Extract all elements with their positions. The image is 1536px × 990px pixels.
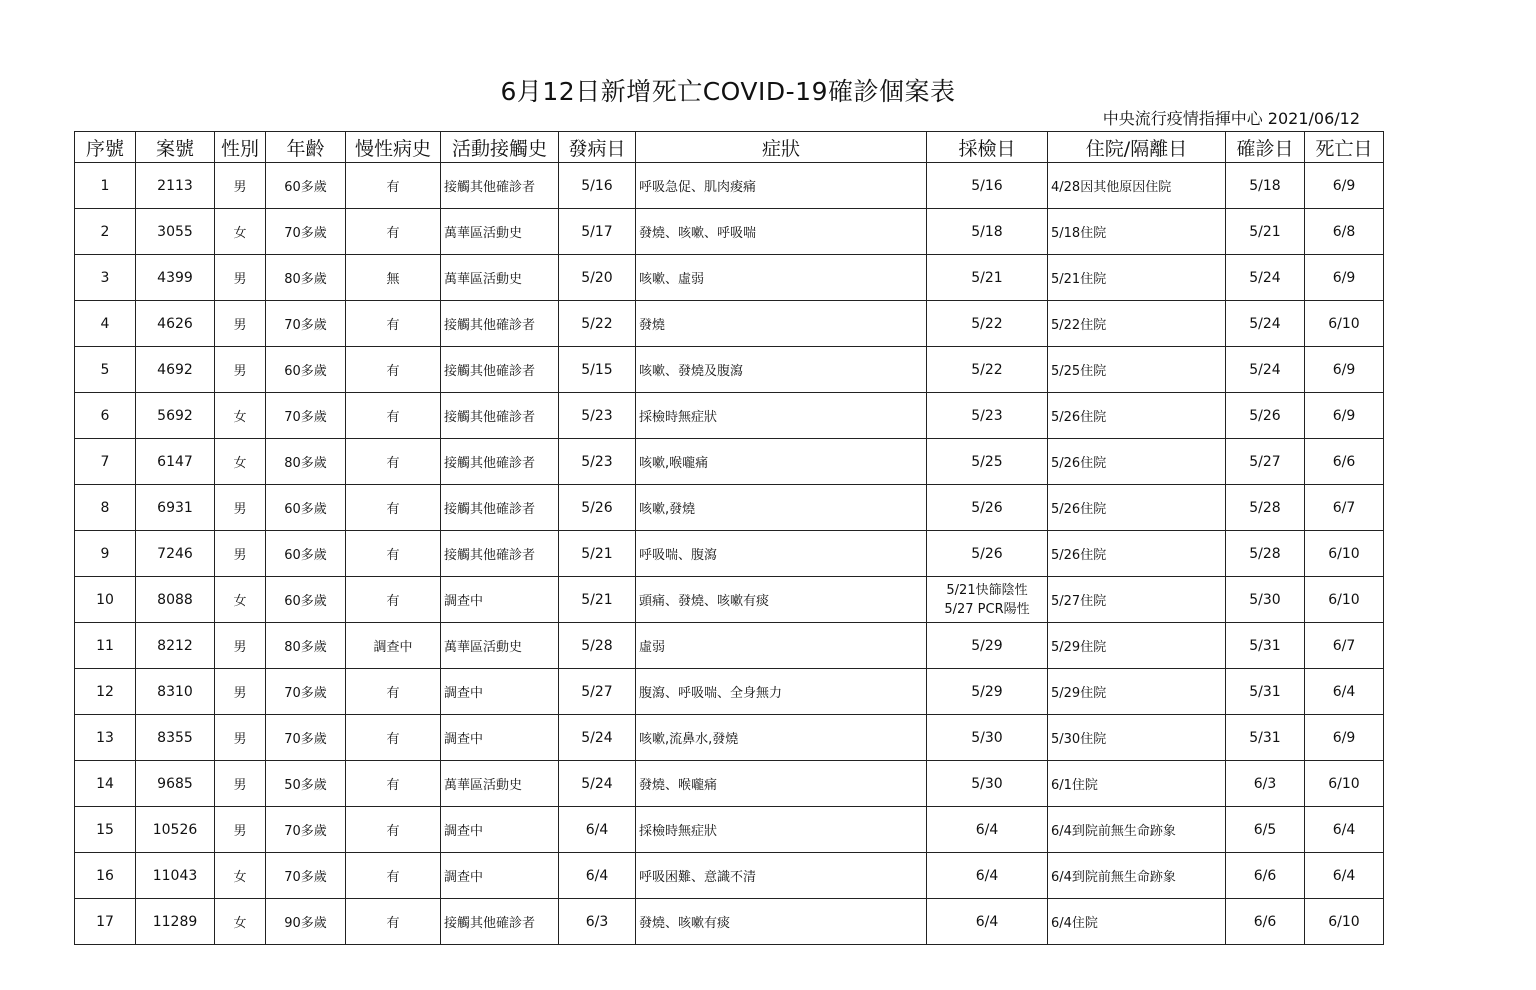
- cell-confirm-date: 6/6: [1226, 899, 1305, 945]
- cell-serial-number: 14: [75, 761, 136, 807]
- cell-serial-number: 5: [75, 347, 136, 393]
- cell-hospitalization: 5/26住院: [1048, 485, 1226, 531]
- cell-symptoms: 發燒、喉嚨痛: [636, 761, 927, 807]
- cell-sex: 男: [215, 715, 266, 761]
- cell-hospitalization: 5/26住院: [1048, 393, 1226, 439]
- table-row: [75, 301, 1384, 347]
- cell-contact-history: 萬華區活動史: [441, 623, 559, 669]
- cell-onset-date: 6/4: [559, 853, 636, 899]
- cell-chronic-history: 有: [346, 761, 441, 807]
- cell-hospitalization: 6/4到院前無生命跡象: [1048, 853, 1226, 899]
- cell-age: 50多歲: [266, 761, 346, 807]
- table-body: [75, 163, 1384, 945]
- cell-case-number: 2113: [136, 163, 215, 209]
- cell-serial-number: 8: [75, 485, 136, 531]
- cell-hospitalization: 5/25住院: [1048, 347, 1226, 393]
- cell-symptoms: 採檢時無症狀: [636, 807, 927, 853]
- cell-case-number: 7246: [136, 531, 215, 577]
- cell-onset-date: 5/21: [559, 577, 636, 623]
- cell-death-date: 6/9: [1305, 393, 1384, 439]
- table-row: [75, 669, 1384, 715]
- cell-chronic-history: 有: [346, 209, 441, 255]
- cell-symptoms: 呼吸喘、腹瀉: [636, 531, 927, 577]
- table-row: [75, 623, 1384, 669]
- cell-test-date: 5/30: [927, 715, 1048, 761]
- table-row: [75, 255, 1384, 301]
- cell-age: 70多歲: [266, 209, 346, 255]
- cell-hospitalization: 5/30住院: [1048, 715, 1226, 761]
- cell-serial-number: 7: [75, 439, 136, 485]
- cell-confirm-date: 6/6: [1226, 853, 1305, 899]
- cell-contact-history: 調查中: [441, 715, 559, 761]
- cell-hospitalization: 5/26住院: [1048, 439, 1226, 485]
- cell-age: 60多歲: [266, 531, 346, 577]
- column-header: 案號: [136, 132, 215, 163]
- cell-serial-number: 1: [75, 163, 136, 209]
- cell-hospitalization: 6/4住院: [1048, 899, 1226, 945]
- column-header: 年齡: [266, 132, 346, 163]
- cell-onset-date: 6/4: [559, 807, 636, 853]
- cell-age: 70多歲: [266, 301, 346, 347]
- cell-sex: 男: [215, 301, 266, 347]
- cell-age: 70多歲: [266, 807, 346, 853]
- cell-case-number: 11043: [136, 853, 215, 899]
- cell-onset-date: 5/24: [559, 761, 636, 807]
- table-row: [75, 163, 1384, 209]
- cell-test-date: 5/25: [927, 439, 1048, 485]
- cell-chronic-history: 有: [346, 347, 441, 393]
- cell-age: 80多歲: [266, 439, 346, 485]
- column-header: 症狀: [636, 132, 927, 163]
- cell-symptoms: 咳嗽、虛弱: [636, 255, 927, 301]
- cell-age: 70多歲: [266, 853, 346, 899]
- cell-case-number: 11289: [136, 899, 215, 945]
- cell-hospitalization: 5/27住院: [1048, 577, 1226, 623]
- cell-contact-history: 接觸其他確診者: [441, 163, 559, 209]
- cell-age: 60多歲: [266, 163, 346, 209]
- cell-onset-date: 5/17: [559, 209, 636, 255]
- cell-serial-number: 11: [75, 623, 136, 669]
- table-row: [75, 485, 1384, 531]
- cell-case-number: 8310: [136, 669, 215, 715]
- cell-confirm-date: 5/28: [1226, 531, 1305, 577]
- cell-confirm-date: 5/26: [1226, 393, 1305, 439]
- cell-test-date: 6/4: [927, 807, 1048, 853]
- cell-hospitalization: 4/28因其他原因住院: [1048, 163, 1226, 209]
- cell-chronic-history: 有: [346, 853, 441, 899]
- cell-confirm-date: 6/3: [1226, 761, 1305, 807]
- cell-onset-date: 5/28: [559, 623, 636, 669]
- column-header: 慢性病史: [346, 132, 441, 163]
- cell-test-date: 5/18: [927, 209, 1048, 255]
- column-header: 確診日: [1226, 132, 1305, 163]
- cell-sex: 女: [215, 853, 266, 899]
- cell-test-date: [927, 577, 1048, 623]
- cell-case-number: 4626: [136, 301, 215, 347]
- cell-symptoms: 發燒: [636, 301, 927, 347]
- cell-hospitalization: 5/18住院: [1048, 209, 1226, 255]
- table-row: [75, 209, 1384, 255]
- cell-serial-number: 4: [75, 301, 136, 347]
- cell-test-date: 5/30: [927, 761, 1048, 807]
- cell-onset-date: 5/24: [559, 715, 636, 761]
- cell-test-date: 5/29: [927, 623, 1048, 669]
- cell-death-date: 6/9: [1305, 715, 1384, 761]
- cell-contact-history: 接觸其他確診者: [441, 531, 559, 577]
- cell-contact-history: 調查中: [441, 669, 559, 715]
- cell-chronic-history: 有: [346, 163, 441, 209]
- column-header: 採檢日: [927, 132, 1048, 163]
- cell-death-date: 6/7: [1305, 623, 1384, 669]
- cell-sex: 女: [215, 209, 266, 255]
- cell-case-number: 6147: [136, 439, 215, 485]
- cell-confirm-date: 5/31: [1226, 715, 1305, 761]
- cell-serial-number: 3: [75, 255, 136, 301]
- cell-test-date: 5/16: [927, 163, 1048, 209]
- cell-death-date: 6/8: [1305, 209, 1384, 255]
- cell-serial-number: 2: [75, 209, 136, 255]
- cell-age: 70多歲: [266, 715, 346, 761]
- cell-confirm-date: 5/18: [1226, 163, 1305, 209]
- table-row: [75, 439, 1384, 485]
- cell-chronic-history: 有: [346, 531, 441, 577]
- cell-death-date: 6/6: [1305, 439, 1384, 485]
- cell-contact-history: 接觸其他確診者: [441, 899, 559, 945]
- cell-onset-date: 6/3: [559, 899, 636, 945]
- table-row: [75, 807, 1384, 853]
- cell-age: 60多歲: [266, 577, 346, 623]
- cell-confirm-date: 5/21: [1226, 209, 1305, 255]
- cell-chronic-history: 有: [346, 439, 441, 485]
- cell-test-date: 5/26: [927, 485, 1048, 531]
- cell-serial-number: 6: [75, 393, 136, 439]
- cell-contact-history: 萬華區活動史: [441, 761, 559, 807]
- cell-symptoms: 頭痛、發燒、咳嗽有痰: [636, 577, 927, 623]
- table-row: [75, 899, 1384, 945]
- cell-hospitalization: 5/26住院: [1048, 531, 1226, 577]
- cell-symptoms: 呼吸急促、肌肉痠痛: [636, 163, 927, 209]
- cell-sex: 女: [215, 899, 266, 945]
- cell-hospitalization: 5/21住院: [1048, 255, 1226, 301]
- cell-death-date: 6/10: [1305, 761, 1384, 807]
- table-row: [75, 853, 1384, 899]
- cell-chronic-history: 有: [346, 577, 441, 623]
- cell-death-date: 6/9: [1305, 347, 1384, 393]
- cell-contact-history: 接觸其他確診者: [441, 439, 559, 485]
- table-row: [75, 531, 1384, 577]
- cell-contact-history: 調查中: [441, 577, 559, 623]
- cell-sex: 男: [215, 807, 266, 853]
- cell-serial-number: 10: [75, 577, 136, 623]
- table-row: [75, 577, 1384, 623]
- cell-onset-date: 5/16: [559, 163, 636, 209]
- cell-onset-date: 5/21: [559, 531, 636, 577]
- cell-serial-number: 17: [75, 899, 136, 945]
- cell-sex: 女: [215, 393, 266, 439]
- cell-symptoms: 發燒、咳嗽、呼吸喘: [636, 209, 927, 255]
- cell-confirm-date: 5/24: [1226, 347, 1305, 393]
- cell-age: 80多歲: [266, 623, 346, 669]
- cell-symptoms: 咳嗽、發燒及腹瀉: [636, 347, 927, 393]
- table-row: [75, 715, 1384, 761]
- cell-case-number: 9685: [136, 761, 215, 807]
- cell-case-number: 8088: [136, 577, 215, 623]
- cell-age: 60多歲: [266, 485, 346, 531]
- cell-symptoms: 採檢時無症狀: [636, 393, 927, 439]
- cell-test-date: 5/26: [927, 531, 1048, 577]
- cell-contact-history: 調查中: [441, 807, 559, 853]
- cell-confirm-date: 6/5: [1226, 807, 1305, 853]
- page-title: 6月12日新增死亡COVID-19確診個案表: [500, 77, 956, 106]
- test-date-line: 5/27 PCR陽性: [944, 601, 1030, 617]
- cell-onset-date: 5/26: [559, 485, 636, 531]
- cell-chronic-history: 無: [346, 255, 441, 301]
- cell-death-date: 6/9: [1305, 163, 1384, 209]
- cell-sex: 男: [215, 761, 266, 807]
- cell-onset-date: 5/22: [559, 301, 636, 347]
- cell-symptoms: 發燒、咳嗽有痰: [636, 899, 927, 945]
- cell-test-date: 5/22: [927, 347, 1048, 393]
- cell-death-date: 6/10: [1305, 301, 1384, 347]
- cell-sex: 男: [215, 485, 266, 531]
- cell-death-date: 6/4: [1305, 669, 1384, 715]
- cell-confirm-date: 5/31: [1226, 669, 1305, 715]
- cell-chronic-history: 調查中: [346, 623, 441, 669]
- cell-case-number: 6931: [136, 485, 215, 531]
- cell-age: 70多歲: [266, 669, 346, 715]
- cell-hospitalization: 5/29住院: [1048, 623, 1226, 669]
- cell-serial-number: 9: [75, 531, 136, 577]
- cell-onset-date: 5/27: [559, 669, 636, 715]
- cell-sex: 男: [215, 163, 266, 209]
- cell-test-date: 6/4: [927, 899, 1048, 945]
- cell-death-date: 6/4: [1305, 853, 1384, 899]
- column-header: 活動接觸史: [441, 132, 559, 163]
- cell-symptoms: 咳嗽,流鼻水,發燒: [636, 715, 927, 761]
- cell-contact-history: 萬華區活動史: [441, 209, 559, 255]
- table-row: [75, 393, 1384, 439]
- cell-case-number: 3055: [136, 209, 215, 255]
- cell-test-date: 6/4: [927, 853, 1048, 899]
- cell-confirm-date: 5/24: [1226, 255, 1305, 301]
- cell-chronic-history: 有: [346, 393, 441, 439]
- cell-confirm-date: 5/31: [1226, 623, 1305, 669]
- cell-serial-number: 12: [75, 669, 136, 715]
- cell-contact-history: 調查中: [441, 853, 559, 899]
- cell-confirm-date: 5/27: [1226, 439, 1305, 485]
- cell-case-number: 8355: [136, 715, 215, 761]
- cell-hospitalization: 6/1住院: [1048, 761, 1226, 807]
- cell-confirm-date: 5/28: [1226, 485, 1305, 531]
- case-table: [74, 131, 1384, 945]
- cell-sex: 男: [215, 531, 266, 577]
- cell-chronic-history: 有: [346, 301, 441, 347]
- cell-sex: 男: [215, 669, 266, 715]
- cell-sex: 女: [215, 577, 266, 623]
- column-header: 序號: [75, 132, 136, 163]
- cell-sex: 男: [215, 623, 266, 669]
- cell-symptoms: 虛弱: [636, 623, 927, 669]
- cell-chronic-history: 有: [346, 899, 441, 945]
- cell-age: 80多歲: [266, 255, 346, 301]
- cell-onset-date: 5/20: [559, 255, 636, 301]
- column-header: 性別: [215, 132, 266, 163]
- cell-test-date: 5/23: [927, 393, 1048, 439]
- source-date: 中央流行疫情指揮中心 2021/06/12: [1102, 109, 1360, 128]
- table-row: [75, 761, 1384, 807]
- cell-death-date: 6/7: [1305, 485, 1384, 531]
- cell-hospitalization: 6/4到院前無生命跡象: [1048, 807, 1226, 853]
- cell-case-number: 8212: [136, 623, 215, 669]
- cell-test-date: 5/29: [927, 669, 1048, 715]
- cell-chronic-history: 有: [346, 715, 441, 761]
- cell-case-number: 5692: [136, 393, 215, 439]
- cell-symptoms: 咳嗽,發燒: [636, 485, 927, 531]
- cell-age: 70多歲: [266, 393, 346, 439]
- cell-onset-date: 5/23: [559, 439, 636, 485]
- cell-contact-history: 接觸其他確診者: [441, 485, 559, 531]
- cell-chronic-history: 有: [346, 669, 441, 715]
- cell-serial-number: 13: [75, 715, 136, 761]
- cell-contact-history: 萬華區活動史: [441, 255, 559, 301]
- cell-death-date: 6/10: [1305, 899, 1384, 945]
- cell-symptoms: 呼吸困難、意識不清: [636, 853, 927, 899]
- cell-confirm-date: 5/24: [1226, 301, 1305, 347]
- cell-symptoms: 腹瀉、呼吸喘、全身無力: [636, 669, 927, 715]
- cell-case-number: 4399: [136, 255, 215, 301]
- cell-case-number: 10526: [136, 807, 215, 853]
- column-header: 住院/隔離日: [1048, 132, 1226, 163]
- cell-death-date: 6/10: [1305, 531, 1384, 577]
- cell-chronic-history: 有: [346, 807, 441, 853]
- cell-serial-number: 15: [75, 807, 136, 853]
- cell-serial-number: 16: [75, 853, 136, 899]
- cell-onset-date: 5/15: [559, 347, 636, 393]
- cell-case-number: 4692: [136, 347, 215, 393]
- cell-sex: 男: [215, 255, 266, 301]
- cell-death-date: 6/9: [1305, 255, 1384, 301]
- cell-sex: 女: [215, 439, 266, 485]
- cell-test-date: 5/22: [927, 301, 1048, 347]
- cell-death-date: 6/10: [1305, 577, 1384, 623]
- cell-death-date: 6/4: [1305, 807, 1384, 853]
- test-date-line: 5/21快篩陰性: [946, 582, 1028, 598]
- cell-hospitalization: 5/29住院: [1048, 669, 1226, 715]
- table-header-row: [75, 132, 1384, 163]
- cell-age: 60多歲: [266, 347, 346, 393]
- cell-age: 90多歲: [266, 899, 346, 945]
- cell-contact-history: 接觸其他確診者: [441, 393, 559, 439]
- cell-contact-history: 接觸其他確診者: [441, 301, 559, 347]
- cell-chronic-history: 有: [346, 485, 441, 531]
- cell-hospitalization: 5/22住院: [1048, 301, 1226, 347]
- column-header: 發病日: [559, 132, 636, 163]
- cell-test-date: 5/21: [927, 255, 1048, 301]
- cell-contact-history: 接觸其他確診者: [441, 347, 559, 393]
- cell-symptoms: 咳嗽,喉嚨痛: [636, 439, 927, 485]
- table-row: [75, 347, 1384, 393]
- cell-confirm-date: 5/30: [1226, 577, 1305, 623]
- cell-onset-date: 5/23: [559, 393, 636, 439]
- cell-sex: 男: [215, 347, 266, 393]
- column-header: 死亡日: [1305, 132, 1384, 163]
